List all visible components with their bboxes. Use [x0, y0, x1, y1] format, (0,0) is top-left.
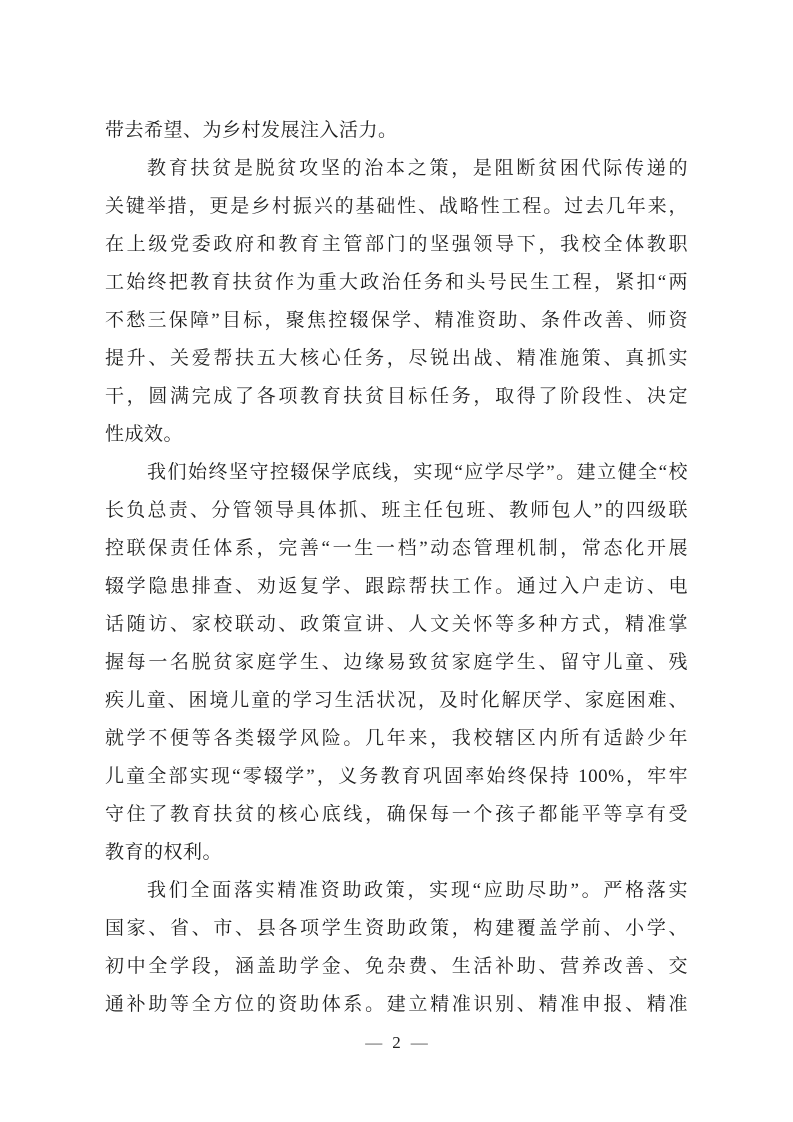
- text-line: 在上级党委政府和教育主管部门的坚强领导下，我校全体教职: [105, 234, 688, 255]
- text-line: 我们全面落实精准资助政策，实现“应助尽助”。严格落实: [147, 880, 688, 901]
- text-line: 提升、关爱帮扶五大核心任务，尽锐出战、精准施策、真抓实: [105, 348, 688, 369]
- text-line: 话随访、家校联动、政策宣讲、人文关怀等多种方式，精准掌: [105, 614, 688, 635]
- text-line: 教育的权利。: [105, 842, 223, 863]
- text-line: 握每一名脱贫家庭学生、边缘易致贫家庭学生、留守儿童、残: [105, 652, 688, 673]
- text-line: 带去希望、为乡村发展注入活力。: [105, 120, 398, 141]
- text-line: 初中全学段，涵盖助学金、免杂费、生活补助、营养改善、交: [105, 956, 688, 977]
- text-line: 就学不便等各类辍学风险。几年来，我校辖区内所有适龄少年: [105, 728, 688, 749]
- text-line: 辍学隐患排查、劝返复学、跟踪帮扶工作。通过入户走访、电: [105, 576, 688, 597]
- footer-dash-left: —: [365, 1033, 383, 1052]
- text-line: 工始终把教育扶贫作为重大政治任务和头号民生工程，紧扣“两: [105, 272, 688, 293]
- text-line: 儿童全部实现“零辍学”，义务教育巩固率始终保持 100%，牢牢: [105, 766, 688, 787]
- text-line: 控联保责任体系，完善“一生一档”动态管理机制，常态化开展: [105, 538, 688, 559]
- text-line: 守住了教育扶贫的核心底线，确保每一个孩子都能平等享有受: [105, 804, 688, 825]
- text-line: 我们始终坚守控辍保学底线，实现“应学尽学”。建立健全“校: [147, 462, 688, 483]
- page-number: 2: [392, 1033, 401, 1052]
- text-line: 教育扶贫是脱贫攻坚的治本之策，是阻断贫困代际传递的: [147, 158, 688, 179]
- text-line: 性成效。: [105, 424, 184, 445]
- page-footer: [0, 1032, 793, 1054]
- text-line: 关键举措，更是乡村振兴的基础性、战略性工程。过去几年来，: [105, 196, 688, 217]
- text-line: 长负总责、分管领导具体抓、班主任包班、教师包人”的四级联: [105, 500, 688, 521]
- document-body: [105, 112, 688, 1024]
- text-line: 国家、省、市、县各项学生资助政策，构建覆盖学前、小学、: [105, 918, 688, 939]
- text-line: 干，圆满完成了各项教育扶贫目标任务，取得了阶段性、决定: [105, 386, 688, 407]
- text-line: 通补助等全方位的资助体系。建立精准识别、精准申报、精准: [105, 994, 688, 1015]
- text-line: 不愁三保障”目标，聚焦控辍保学、精准资助、条件改善、师资: [105, 310, 688, 331]
- footer-dash-right: —: [410, 1033, 428, 1052]
- text-line: 疾儿童、困境儿童的学习生活状况，及时化解厌学、家庭困难、: [105, 690, 688, 711]
